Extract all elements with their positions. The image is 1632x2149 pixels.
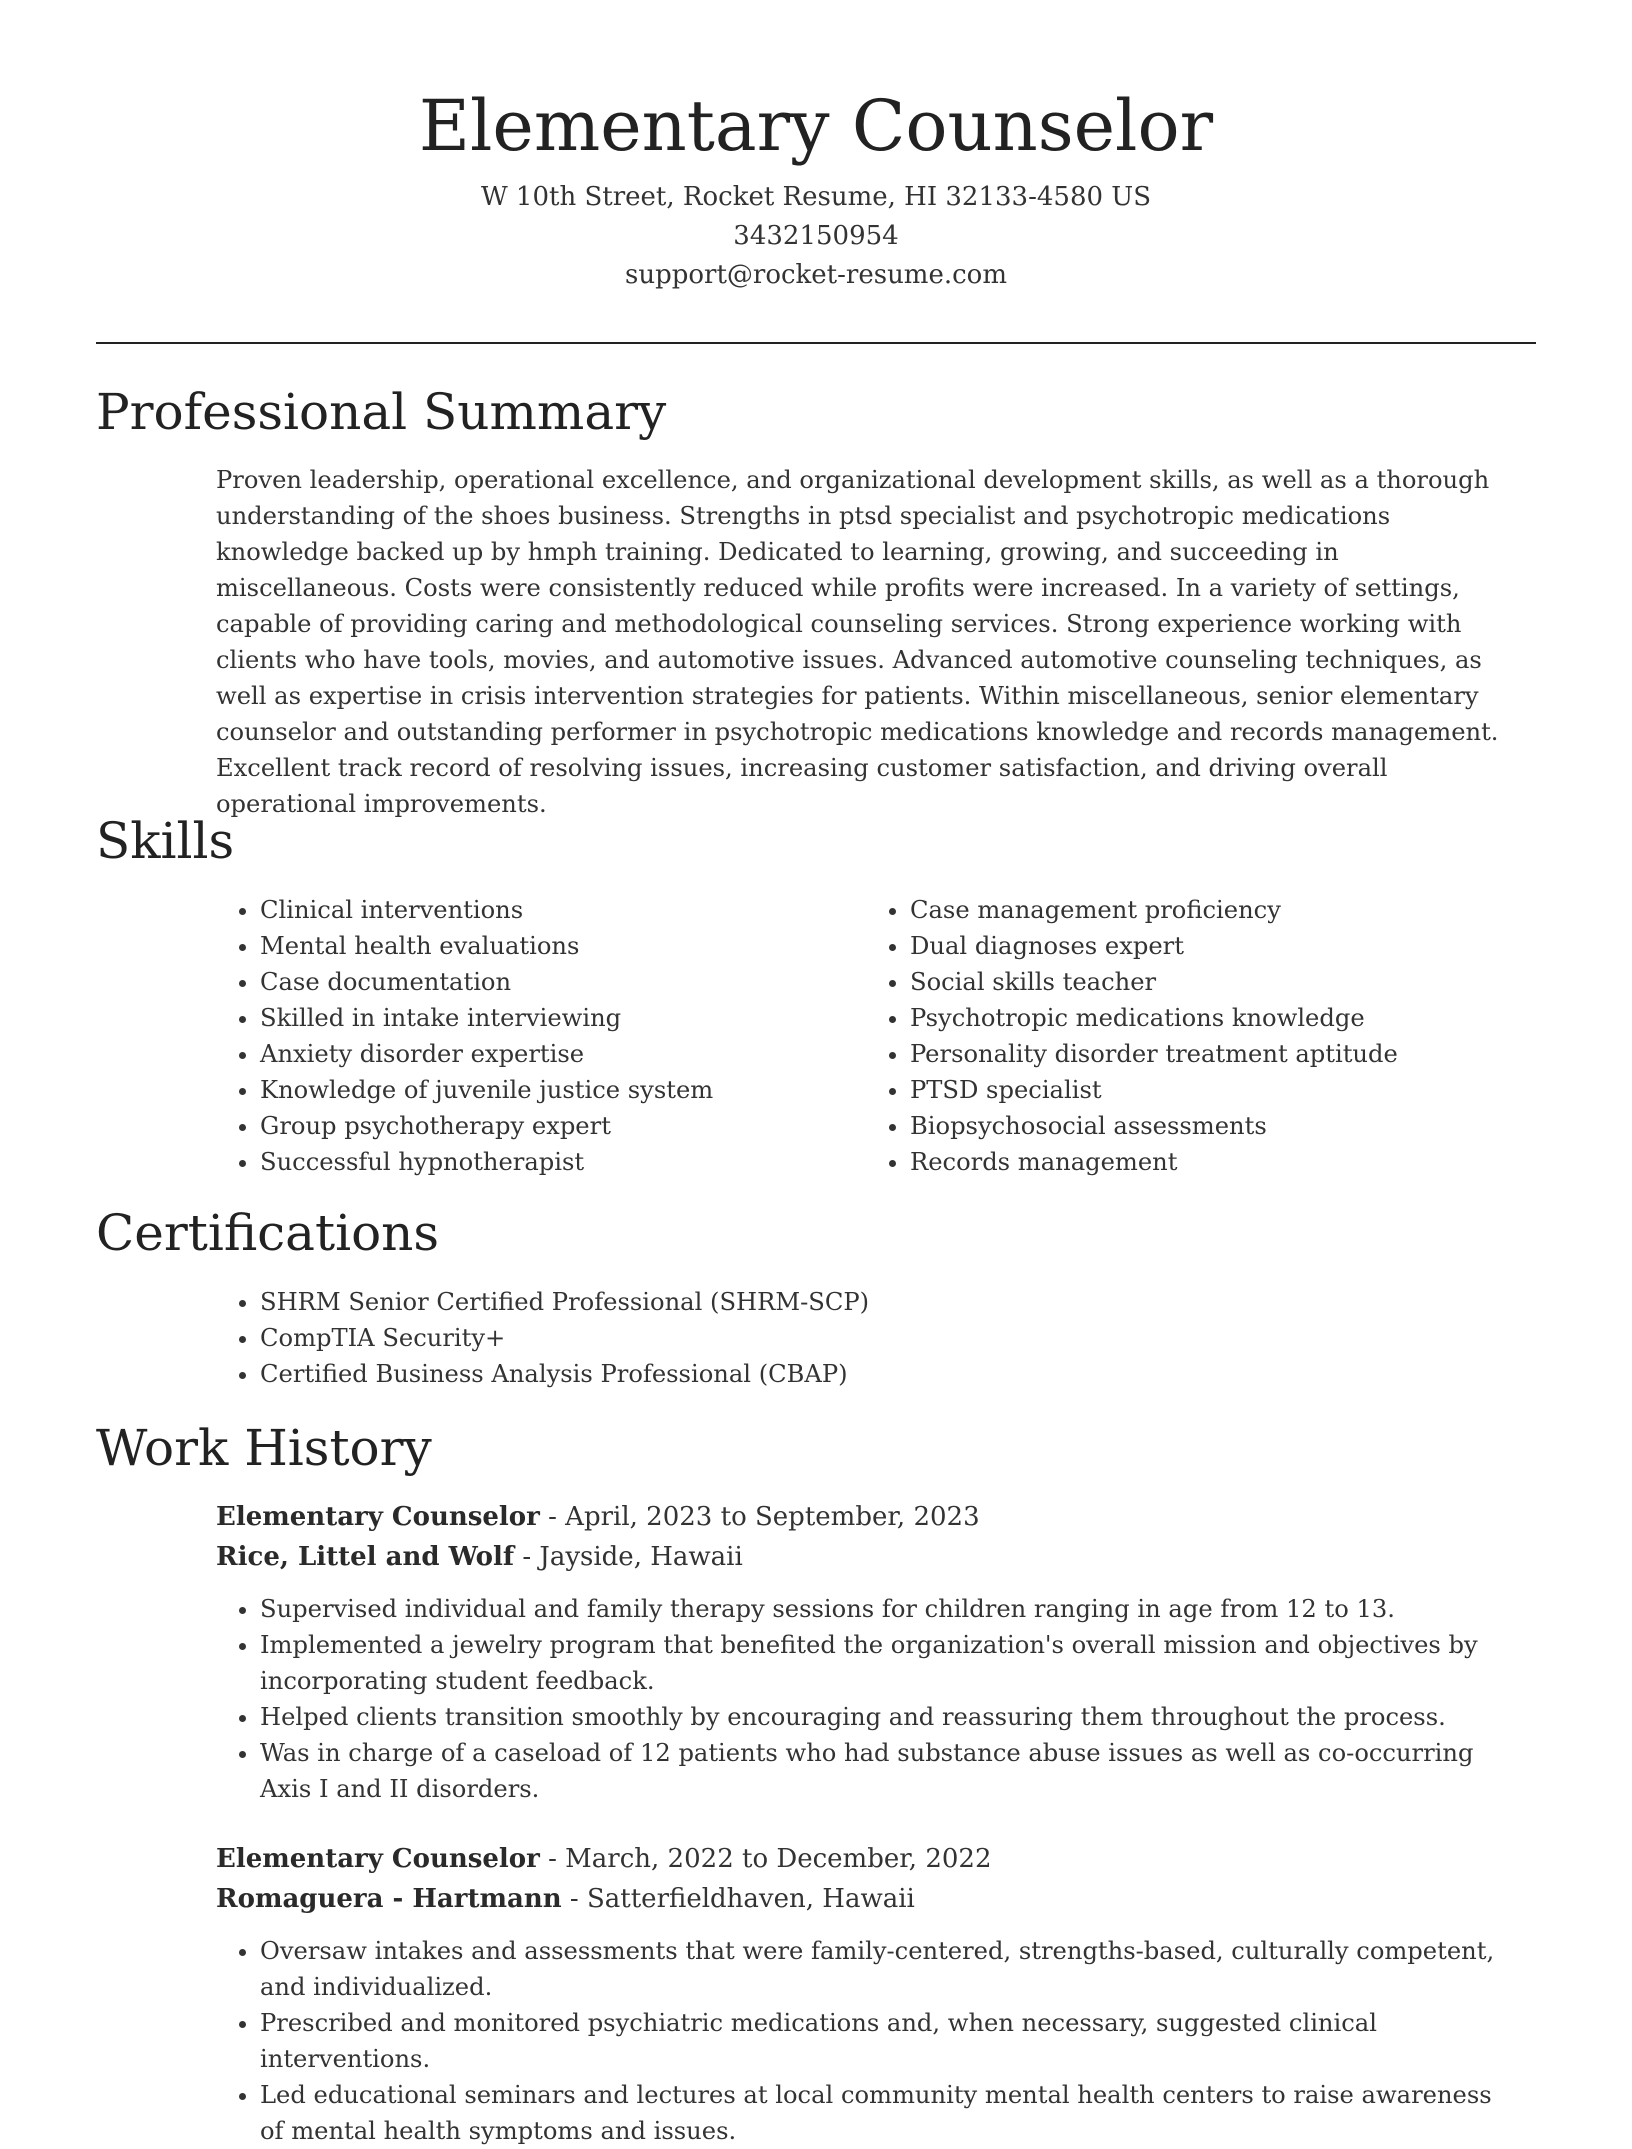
job-title-line: [216, 1497, 1516, 1537]
list-item: • Records management: [910, 1144, 1550, 1180]
list-item: • Biopsychosocial assessments: [910, 1108, 1550, 1144]
list-item: • Knowledge of juvenile justice system: [260, 1072, 880, 1108]
job-location: - Jayside, Hawaii: [514, 1542, 743, 1572]
contact-phone: 3432150954: [733, 221, 899, 251]
list-item: • Oversaw intakes and assessments that were family-centered, strengths-based, culturally competent, and individualized.: [260, 1933, 1516, 2005]
skills-list-left: [216, 892, 880, 1180]
list-item: • Case documentation: [260, 964, 880, 1000]
list-item: • Was in charge of a caseload of 12 patients who had substance abuse issues as well as co-occurring Axis I and II disorders.: [260, 1735, 1516, 1807]
list-item: • Anxiety disorder expertise: [260, 1036, 880, 1072]
list-item: • SHRM Senior Certified Professional (SHRM-SCP): [260, 1284, 1556, 1320]
list-item: • Skilled in intake interviewing: [260, 1000, 880, 1036]
list-item: • Group psychotherapy expert: [260, 1108, 880, 1144]
job-company-line: [216, 1537, 1516, 1577]
certifications-heading: Certifications: [96, 1204, 440, 1262]
list-item: • Certified Business Analysis Professional (CBAP): [260, 1356, 1556, 1392]
job-company: Rice, Littel and Wolf: [216, 1542, 515, 1572]
skills-heading: Skills: [96, 812, 235, 870]
job-entry: [216, 1839, 1516, 2149]
job-title-line: [216, 1839, 1516, 1879]
job-dates: - April, 2023 to September, 2023: [539, 1502, 980, 1532]
list-item: • Helped clients transition smoothly by encouraging and reassuring them throughout the process.: [260, 1699, 1516, 1735]
list-item: • Personality disorder treatment aptitude: [910, 1036, 1550, 1072]
job-bullets: [216, 1591, 1516, 1807]
contact-address: W 10th Street, Rocket Resume, HI 32133-4580 US: [480, 182, 1152, 212]
resume-header: [0, 78, 1632, 295]
work-history-heading: Work History: [96, 1419, 432, 1477]
list-item: • Prescribed and monitored psychiatric medications and, when necessary, suggested clinical interventions.: [260, 2005, 1516, 2077]
list-item: • Mental health evaluations: [260, 928, 880, 964]
list-item: • Implemented a jewelry program that benefited the organization's overall mission and objectives by incorporating student feedback.: [260, 1627, 1516, 1699]
list-item: • CompTIA Security+: [260, 1320, 1556, 1356]
job-dates: - March, 2022 to December, 2022: [539, 1844, 992, 1874]
header-divider: [96, 342, 1536, 344]
list-item: • Social skills teacher: [910, 964, 1550, 1000]
list-item: • Psychotropic medications knowledge: [910, 1000, 1550, 1036]
contact-email: support@rocket-resume.com: [624, 260, 1007, 290]
job-bullets: [216, 1933, 1516, 2149]
summary-text: Proven leadership, operational excellence, and organizational development skills, as well as a thorough understanding of the shoes business. Strengths in ptsd specialist and psychotropic medications knowledge backed up by hmph training. Dedicated to learning, growing, and succeeding in miscellaneous. Costs were consistently reduced while profits were increased. In a variety of settings, capable of providing caring and methodological counseling services. Strong experience working with clients who have tools, movies, and automotive issues. Advanced automotive counseling techniques, as well as expertise in crisis intervention strategies for patients. Within miscellaneous, senior elementary counselor and outstanding performer in psychotropic medications knowledge and records management. Excellent track record of resolving issues, increasing customer satisfaction, and driving overall operational improvements.: [216, 466, 1499, 818]
summary-heading: Professional Summary: [96, 383, 667, 441]
list-item: • Clinical interventions: [260, 892, 880, 928]
list-item: • PTSD specialist: [910, 1072, 1550, 1108]
job-company: Romaguera - Hartmann: [216, 1884, 562, 1914]
list-item: • Successful hypnotherapist: [260, 1144, 880, 1180]
list-item: • Supervised individual and family therapy sessions for children ranging in age from 12 to 13.: [260, 1591, 1516, 1627]
job-location: - Satterfieldhaven, Hawaii: [561, 1884, 915, 1914]
candidate-name: Elementary Counselor: [418, 85, 1214, 167]
certifications-list: [216, 1284, 1556, 1392]
list-item: • Dual diagnoses expert: [910, 928, 1550, 964]
job-title: Elementary Counselor: [216, 1844, 540, 1874]
job-company-line: [216, 1879, 1516, 1919]
list-item: • Led educational seminars and lectures at local community mental health centers to raise awareness of mental health symptoms and issues.: [260, 2077, 1516, 2149]
job-title: Elementary Counselor: [216, 1502, 540, 1532]
job-entry: [216, 1497, 1516, 1807]
list-item: • Case management proficiency: [910, 892, 1550, 928]
skills-list-right: [866, 892, 1550, 1180]
